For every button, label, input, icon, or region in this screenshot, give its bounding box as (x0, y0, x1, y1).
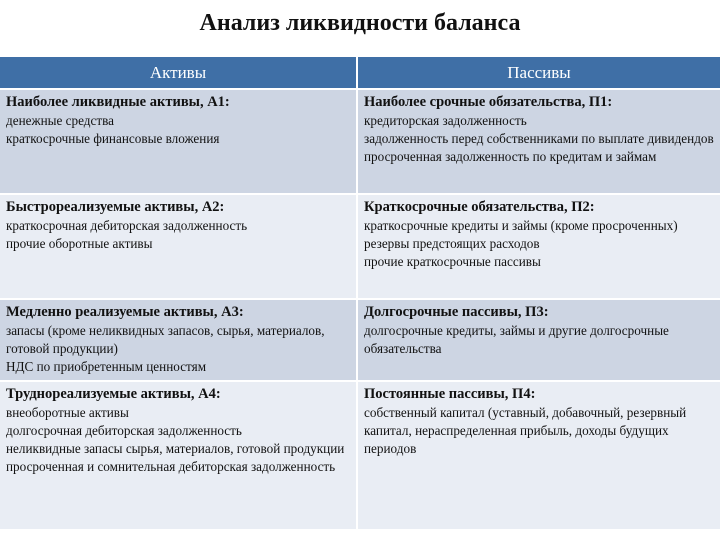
cell-line: задолженность перед собственниками по выплате дивидендов (364, 131, 714, 146)
assets-cell-a4 (0, 381, 357, 529)
cell-heading: Наиболее ликвидные активы, А1: (6, 94, 230, 110)
cell-line: долгосрочные кредиты, займы и другие долгосрочные обязательства (364, 323, 669, 356)
table-row (0, 89, 720, 194)
cell-line: собственный капитал (уставный, добавочный, резервный капитал, нераспределенная прибыль, доходы будущих периодов (364, 405, 687, 456)
cell-line: запасы (кроме неликвидных запасов, сырья, материалов, готовой продукции) (6, 323, 325, 356)
table-row (0, 381, 720, 529)
cell-line: кредиторская задолженность (364, 113, 527, 128)
cell-line: краткосрочные финансовые вложения (6, 131, 220, 146)
cell-line: прочие оборотные активы (6, 236, 153, 251)
cell-line: резервы предстоящих расходов (364, 236, 540, 251)
assets-cell-a2 (0, 194, 357, 299)
cell-heading: Наиболее срочные обязательства, П1: (364, 94, 613, 110)
liabilities-cell-p3 (357, 299, 720, 381)
cell-line: краткосрочная дебиторская задолженность (6, 218, 248, 233)
table-row (0, 299, 720, 381)
liabilities-cell-p4 (357, 381, 720, 529)
assets-cell-a1 (0, 89, 357, 194)
liquidity-table (0, 57, 720, 529)
table-row (0, 194, 720, 299)
cell-line: долгосрочная дебиторская задолженность (6, 423, 242, 438)
cell-line: неликвидные запасы сырья, материалов, готовой продукции (6, 441, 345, 456)
liabilities-cell-p2 (357, 194, 720, 299)
cell-line: денежные средства (6, 113, 115, 128)
cell-line: просроченная и сомнительная дебиторская задолженность (6, 459, 336, 474)
column-header-liabilities: Пассивы (357, 57, 720, 89)
liabilities-cell-p1 (357, 89, 720, 194)
table-header-row (0, 57, 720, 89)
cell-line: краткосрочные кредиты и займы (кроме просроченных) (364, 218, 678, 233)
cell-heading: Медленно реализуемые активы, А3: (6, 304, 244, 320)
cell-heading: Краткосрочные обязательства, П2: (364, 199, 595, 215)
cell-heading: Постоянные пассивы, П4: (364, 386, 536, 402)
assets-cell-a3 (0, 299, 357, 381)
cell-line: прочие краткосрочные пассивы (364, 254, 541, 269)
cell-heading: Быстрореализуемые активы, А2: (6, 199, 225, 215)
cell-line: просроченная задолженность по кредитам и займам (364, 149, 657, 164)
cell-heading: Труднореализуемые активы, А4: (6, 386, 221, 402)
cell-heading: Долгосрочные пассивы, П3: (364, 304, 549, 320)
column-header-assets: Активы (0, 57, 357, 89)
cell-line: НДС по приобретенным ценностям (6, 359, 207, 374)
page-title: Анализ ликвидности баланса (199, 10, 521, 36)
cell-line: внеоборотные активы (6, 405, 129, 420)
